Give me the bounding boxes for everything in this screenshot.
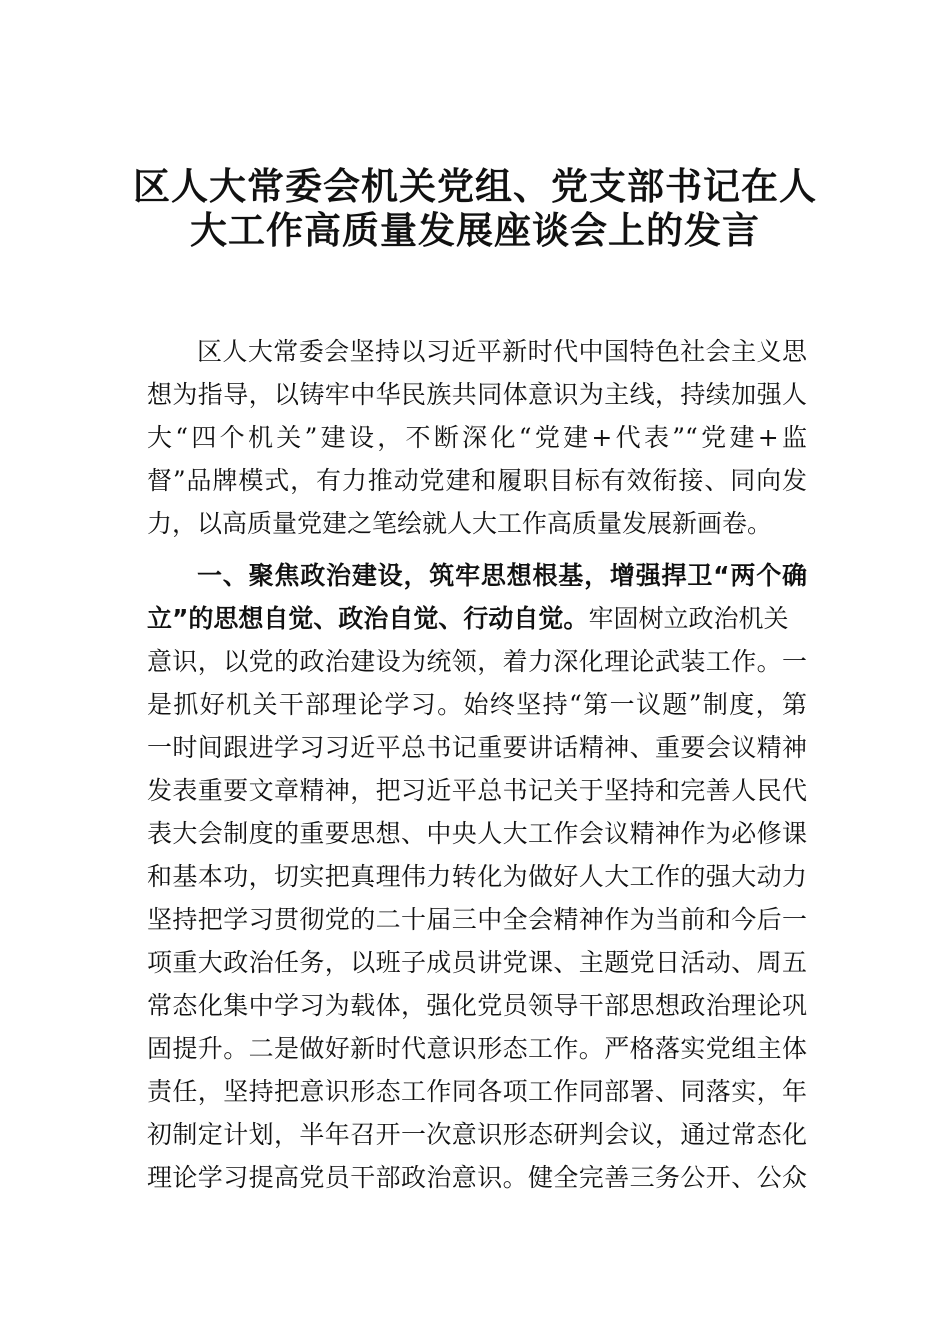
- paragraph-line: 责任，坚持把意识形态工作同各项工作同部署、同落实，年: [147, 1077, 807, 1106]
- paragraph-line: 区人大常委会坚持以习近平新时代中国特色社会主义思: [197, 337, 807, 366]
- paragraph-line: 常态化集中学习为载体，强化党员领导干部思想政治理论巩: [147, 991, 807, 1020]
- paragraph-line: 力，以高质量党建之笔绘就人大工作高质量发展新画卷。: [147, 509, 773, 538]
- paragraph-line: 意识，以党的政治建设为统领，着力深化理论武装工作。一: [147, 647, 807, 676]
- paragraph-line: 大“四个机关”建设，不断深化“党建+代表”“党建+监: [147, 423, 807, 452]
- paragraph-line: 项重大政治任务，以班子成员讲党课、主题党日活动、周五: [147, 948, 807, 977]
- document-title-line-2: 大工作高质量发展座谈会上的发言: [190, 208, 760, 252]
- paragraph-line: 发表重要文章精神，把习近平总书记关于坚持和完善人民代: [147, 776, 807, 805]
- paragraph-line: 一时间跟进学习习近平总书记重要讲话精神、重要会议精神: [147, 733, 807, 762]
- section-heading-tail: 立”的思想自觉、政治自觉、行动自觉。: [147, 604, 589, 633]
- document-title-line-1: 区人大常委会机关党组、党支部书记在人: [133, 164, 817, 208]
- paragraph-line: 初制定计划，半年召开一次意识形态研判会议，通过常态化: [147, 1120, 807, 1149]
- paragraph-text-tail: 牢固树立政治机关: [588, 604, 789, 633]
- paragraph-line: 督”品牌模式，有力推动党建和履职目标有效衔接、同向发: [147, 466, 807, 495]
- paragraph-line: 固提升。二是做好新时代意识形态工作。严格落实党组主体: [147, 1034, 807, 1063]
- paragraph-line: 是抓好机关干部理论学习。始终坚持“第一议题”制度，第: [147, 690, 807, 719]
- paragraph-line: 和基本功，切实把真理伟力转化为做好人大工作的强大动力: [147, 862, 807, 891]
- paragraph-line: 想为指导，以铸牢中华民族共同体意识为主线，持续加强人: [147, 380, 807, 409]
- section-heading-mixed-line: [147, 601, 807, 637]
- paragraph-line: 表大会制度的重要思想、中央人大工作会议精神作为必修课: [147, 819, 807, 848]
- section-heading-line: 一、聚焦政治建设，筑牢思想根基，增强捍卫“两个确: [197, 561, 807, 590]
- paragraph-line: 理论学习提高党员干部政治意识。健全完善三务公开、公众: [147, 1163, 807, 1192]
- paragraph-line: 坚持把学习贯彻党的二十届三中全会精神作为当前和今后一: [147, 905, 807, 934]
